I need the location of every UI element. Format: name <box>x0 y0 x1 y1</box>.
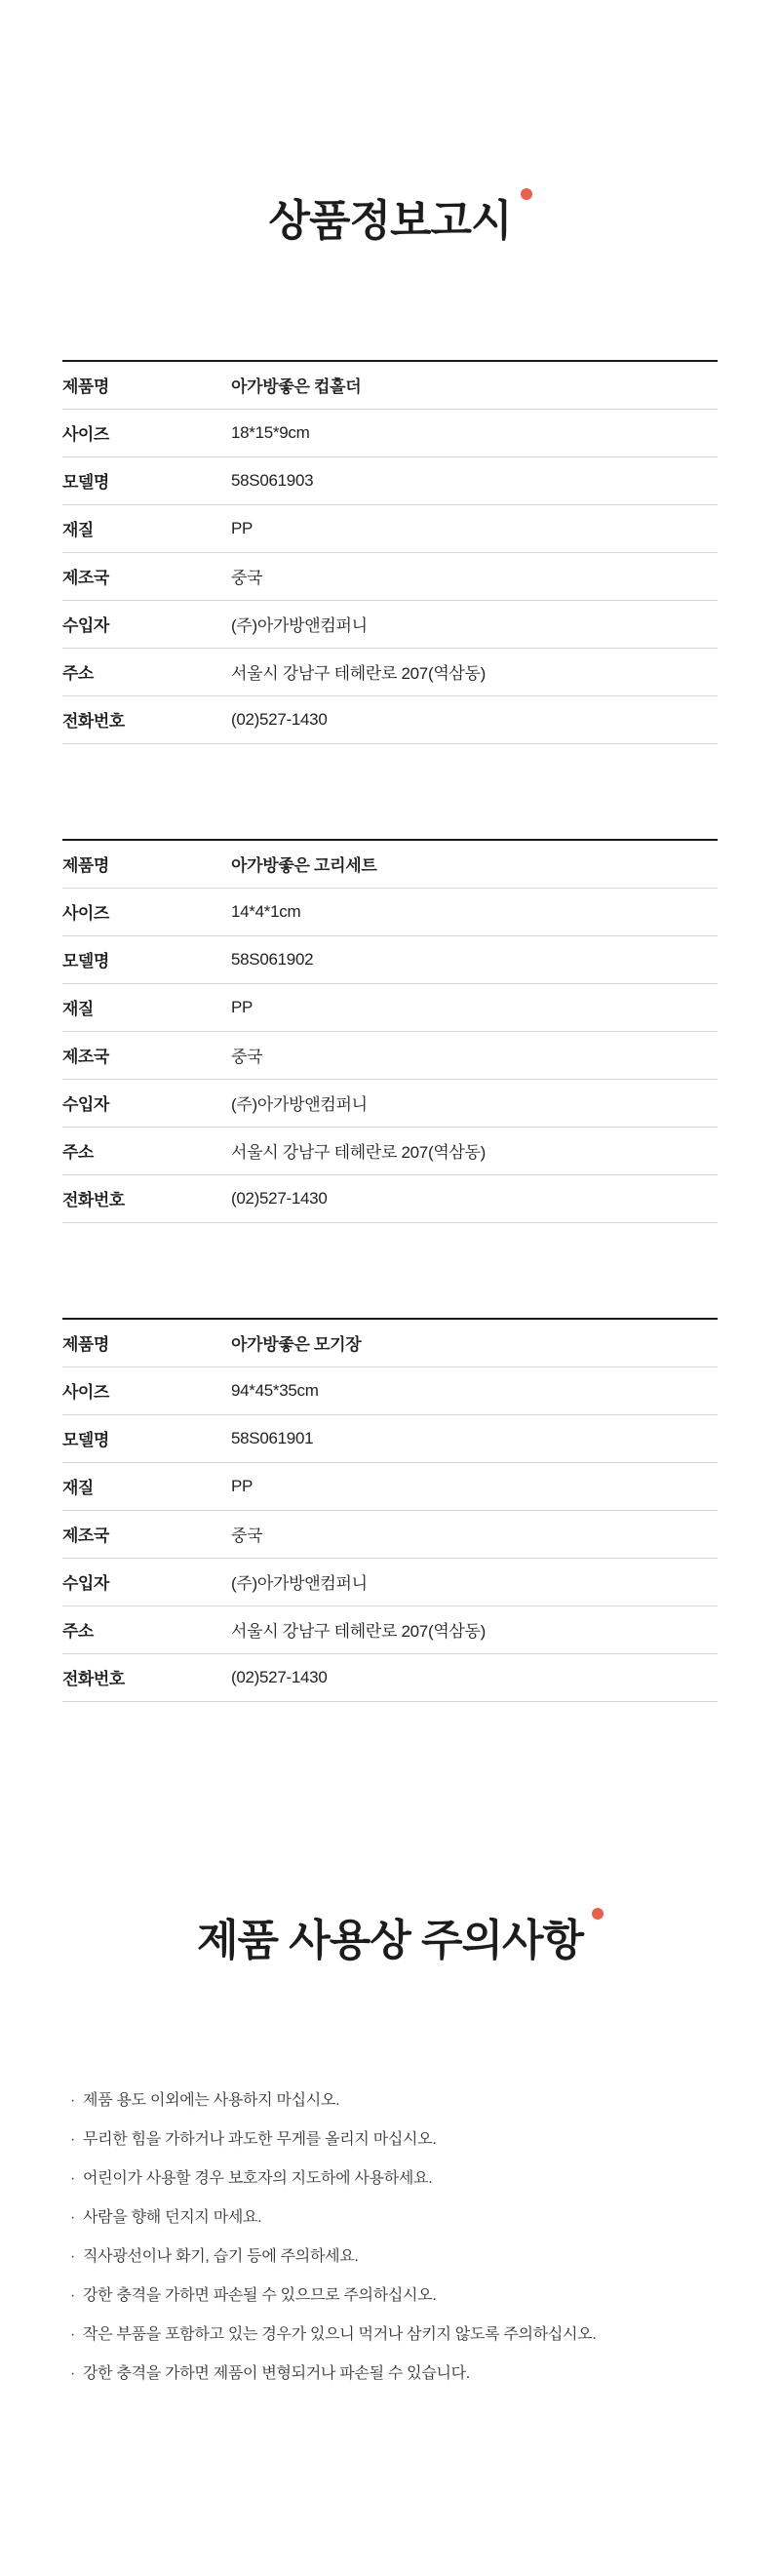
row-value: 18*15*9cm <box>231 422 310 442</box>
row-value: (02)527-1430 <box>231 709 328 729</box>
precaution-text: 작은 부품을 포함하고 있는 경우가 있으니 먹거나 삼키지 않도록 주의하십시오. <box>83 2325 597 2343</box>
row-label: 주소 <box>62 664 94 684</box>
table-row <box>62 841 718 889</box>
product-info-table <box>62 839 718 1223</box>
table-row <box>62 1175 718 1223</box>
row-label: 전화번호 <box>62 1191 125 1210</box>
page-title-text: 상품정보고시 <box>268 197 512 246</box>
table-row <box>62 889 718 936</box>
table-row <box>62 1511 718 1559</box>
row-label: 재질 <box>62 521 94 540</box>
row-label: 수입자 <box>62 616 109 636</box>
row-value: (02)527-1430 <box>231 1188 328 1208</box>
row-label: 재질 <box>62 1479 94 1498</box>
row-label: 모델명 <box>62 473 109 493</box>
bullet-icon: · <box>70 2208 76 2226</box>
page-title-text: 제품 사용상 주의사항 <box>197 1917 583 1965</box>
accent-dot-icon <box>592 1908 604 1920</box>
precaution-item <box>70 2238 741 2277</box>
table-row <box>62 553 718 601</box>
section-product-info-header <box>0 0 780 276</box>
table-row <box>62 936 718 984</box>
table-row <box>62 457 718 505</box>
row-value: 중국 <box>231 1048 263 1067</box>
precaution-text: 직사광선이나 화기, 습기 등에 주의하세요. <box>83 2247 359 2265</box>
table-row <box>62 1415 718 1463</box>
bullet-icon: · <box>70 2286 76 2304</box>
section-precautions-header <box>0 1702 780 1996</box>
table-row <box>62 1080 718 1128</box>
precaution-text: 제품 용도 이외에는 사용하지 마십시오. <box>83 2091 340 2109</box>
table-row <box>62 601 718 649</box>
row-value: 94*45*35cm <box>231 1380 319 1400</box>
bottom-whitespace <box>0 2394 780 2576</box>
row-value: PP <box>231 518 254 537</box>
row-label: 재질 <box>62 1000 94 1019</box>
row-value: (주)아가방앤컴퍼니 <box>231 1095 368 1115</box>
row-label: 모델명 <box>62 952 109 971</box>
row-value: (주)아가방앤컴퍼니 <box>231 616 368 636</box>
row-label: 주소 <box>62 1622 94 1642</box>
row-label: 주소 <box>62 1143 94 1163</box>
accent-dot-icon <box>521 188 532 200</box>
table-row <box>62 984 718 1032</box>
precaution-text: 강한 충격을 가하면 제품이 변형되거나 파손될 수 있습니다. <box>83 2364 470 2382</box>
row-label: 수입자 <box>62 1095 109 1115</box>
table-row <box>62 362 718 410</box>
product-info-table <box>62 1318 718 1702</box>
row-label: 수입자 <box>62 1574 109 1594</box>
bullet-icon: · <box>70 2325 76 2343</box>
row-value: 서울시 강남구 테헤란로 207(역삼동) <box>231 664 487 684</box>
row-label: 사이즈 <box>62 904 109 924</box>
row-label: 제품명 <box>62 377 109 397</box>
precaution-text: 강한 충격을 가하면 파손될 수 있으므로 주의하십시오. <box>83 2286 437 2304</box>
table-row <box>62 696 718 744</box>
row-label: 전화번호 <box>62 1670 125 1689</box>
page-title-product-info <box>268 196 511 247</box>
row-value: PP <box>231 997 254 1016</box>
bullet-icon: · <box>70 2091 76 2109</box>
table-row <box>62 1128 718 1175</box>
row-value: (02)527-1430 <box>231 1667 328 1686</box>
bullet-icon: · <box>70 2130 76 2148</box>
row-label: 제품명 <box>62 856 109 876</box>
bullet-icon: · <box>70 2169 76 2187</box>
table-row <box>62 649 718 696</box>
precaution-item <box>70 2081 741 2120</box>
row-label: 사이즈 <box>62 1383 109 1403</box>
precautions-list <box>70 2081 780 2394</box>
precaution-item <box>70 2160 741 2199</box>
row-value: 중국 <box>231 1526 263 1546</box>
bullet-icon: · <box>70 2247 76 2265</box>
table-row <box>62 1463 718 1511</box>
table-row <box>62 1367 718 1415</box>
precaution-text: 무리한 힘을 가하거나 과도한 무게를 올리지 마십시오. <box>83 2130 437 2148</box>
table-row <box>62 1606 718 1654</box>
row-label: 사이즈 <box>62 425 109 445</box>
row-value: 중국 <box>231 569 263 588</box>
row-value: 서울시 강남구 테헤란로 207(역삼동) <box>231 1143 487 1163</box>
precaution-item <box>70 2316 741 2355</box>
precaution-item <box>70 2199 741 2238</box>
bullet-icon: · <box>70 2364 76 2382</box>
row-label: 제조국 <box>62 569 109 588</box>
row-label: 모델명 <box>62 1431 109 1450</box>
row-label: 제품명 <box>62 1335 109 1355</box>
row-label: 전화번호 <box>62 712 125 732</box>
table-row <box>62 1654 718 1702</box>
row-label: 제조국 <box>62 1526 109 1546</box>
row-label: 제조국 <box>62 1048 109 1067</box>
table-row <box>62 1032 718 1080</box>
row-value: 58S061902 <box>231 949 314 969</box>
table-row <box>62 410 718 457</box>
row-value: 58S061903 <box>231 470 314 490</box>
row-value: (주)아가방앤컴퍼니 <box>231 1574 368 1594</box>
product-info-tables-container <box>0 360 780 1702</box>
precaution-text: 사람을 향해 던지지 마세요. <box>83 2208 262 2226</box>
table-row <box>62 1559 718 1606</box>
precaution-item <box>70 2277 741 2316</box>
page-title-precautions <box>197 1916 583 1966</box>
row-value: 아가방좋은 고리세트 <box>231 856 377 876</box>
row-value: 서울시 강남구 테헤란로 207(역삼동) <box>231 1622 487 1642</box>
row-value: 14*4*1cm <box>231 901 301 921</box>
row-value: 아가방좋은 컵홀더 <box>231 377 362 397</box>
row-value: 58S061901 <box>231 1428 314 1447</box>
table-row <box>62 505 718 553</box>
row-value: 아가방좋은 모기장 <box>231 1335 362 1355</box>
precaution-item <box>70 2355 741 2394</box>
table-row <box>62 1320 718 1367</box>
precaution-text: 어린이가 사용할 경우 보호자의 지도하에 사용하세요. <box>83 2169 433 2187</box>
product-info-table <box>62 360 718 744</box>
precaution-item <box>70 2120 741 2160</box>
row-value: PP <box>231 1476 254 1495</box>
